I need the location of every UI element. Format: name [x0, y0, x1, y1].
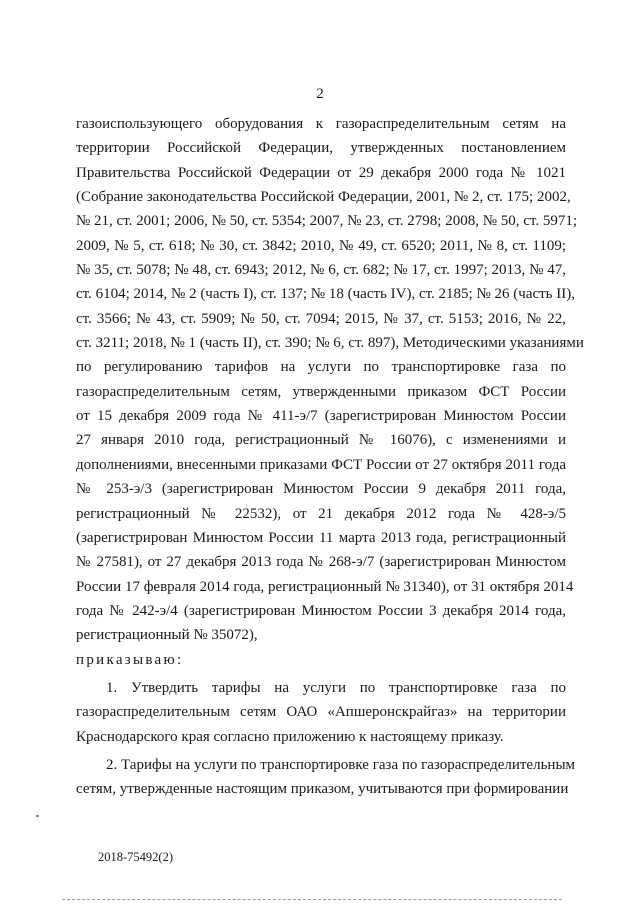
text-line: года № 242-э/4 (зарегистрирован Минюстом России 3 декабря 2014 года, [76, 602, 566, 619]
text-line: № 21, ст. 2001; 2006, № 50, ст. 5354; 2007, № 23, ст. 2798; 2008, № 50, ст. 5971; [76, 213, 578, 230]
text-line: сетям, утвержденные настоящим приказом, учитываются при формировании [76, 781, 569, 798]
order-item-1 [76, 676, 566, 749]
text-line: газоиспользующего оборудования к газораспределительным сетям на [76, 116, 566, 132]
text-line: (Собрание законодательства Российской Федерации, 2001, № 2, ст. 175; 2002, [76, 189, 571, 206]
text-line: по регулированию тарифов на услуги по транспортировке газа по [76, 359, 566, 376]
scan-speck [36, 815, 39, 817]
text-line: от 15 декабря 2009 года № 411-э/7 (зарегистрирован Минюстом России [76, 408, 566, 425]
text-line: 2. Тарифы на услуги по транспортировке газа по газораспределительным [106, 756, 576, 773]
order-word: приказываю: [76, 651, 184, 668]
text-line: России 17 февраля 2014 года, регистрационный № 31340), от 31 октября 2014 [76, 578, 574, 595]
paragraph-legal-basis [76, 112, 584, 648]
text-line: регистрационный № 35072), [76, 627, 258, 644]
text-line: ст. 3566; № 43, ст. 5909; № 50, ст. 7094; 2015, № 37, ст. 5153; 2016, № 22, [76, 310, 566, 327]
document-registration-code: 2018-75492(2) [98, 850, 173, 864]
document-body [76, 112, 584, 802]
text-line: дополнениями, внесенными приказами ФСТ России от 27 октября 2011 года [76, 456, 566, 473]
scan-bottom-edge [62, 899, 562, 900]
order-item-2 [76, 753, 576, 802]
text-line: № 27581), от 27 декабря 2013 года № 268-э/7 (зарегистрирован Минюстом [76, 554, 566, 571]
text-line: (зарегистрирован Минюстом России 11 марта 2013 года, регистрационный [76, 529, 566, 546]
text-line: ст. 3211; 2018, № 1 (часть II), ст. 390; № 6, ст. 897), Методическими указаниями [76, 335, 584, 352]
text-line: территории Российской Федерации, утвержденных постановлением [76, 140, 566, 157]
text-line: регистрационный № 22532), от 21 декабря 2012 года № 428-э/5 [76, 505, 566, 522]
text-line: № 35, ст. 5078; № 48, ст. 6943; 2012, № 6, ст. 682; № 17, ст. 1997; 2013, № 47, [76, 262, 566, 279]
text-line: ст. 6104; 2014, № 2 (часть I), ст. 137; № 18 (часть IV), ст. 2185; № 26 (часть II), [76, 286, 575, 303]
text-line: газораспределительным сетям ОАО «Апшеронскрайгаз» на территории [76, 704, 566, 721]
text-line: Правительства Российской Федерации от 29 декабря 2000 года № 1021 [76, 164, 566, 181]
text-line: 27 января 2010 года, регистрационный № 16076), с изменениями и [76, 432, 566, 449]
page-number: 2 [316, 86, 324, 102]
text-line: 1. Утвердить тарифы на услуги по транспортировке газа по [106, 679, 566, 696]
text-line: газораспределительным сетям, утвержденными приказом ФСТ России [76, 383, 566, 400]
text-line: Краснодарского края согласно приложению к настоящему приказу. [76, 728, 504, 745]
text-line: № 253-э/3 (зарегистрирован Минюстом России 9 декабря 2011 года, [76, 481, 566, 498]
text-line: 2009, № 5, ст. 618; № 30, ст. 3842; 2010, № 49, ст. 6520; 2011, № 8, ст. 1109; [76, 237, 566, 254]
